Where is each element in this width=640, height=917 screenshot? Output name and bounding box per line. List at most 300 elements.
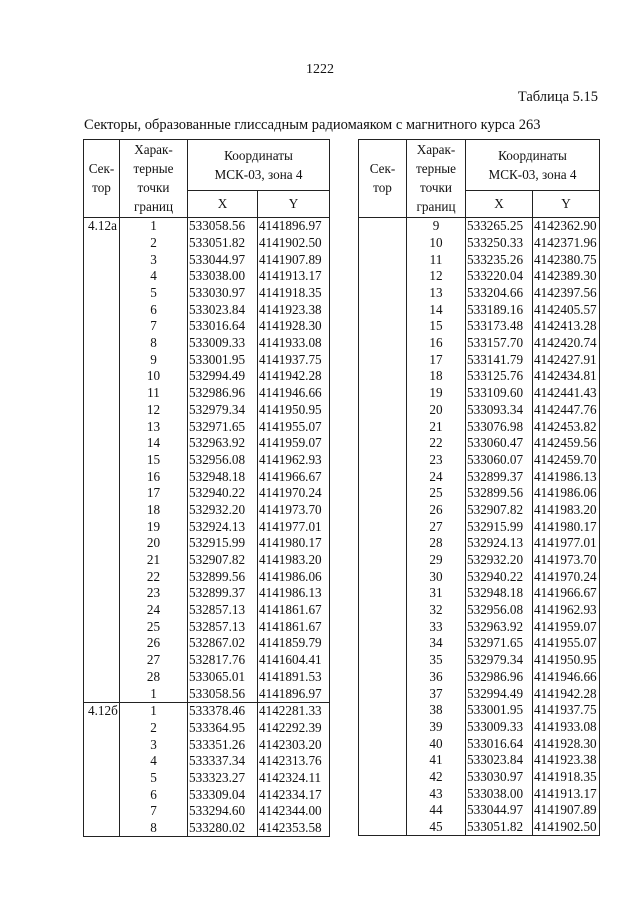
point-number-cell: 4 <box>120 753 188 770</box>
table-row <box>359 551 600 568</box>
table-row <box>84 418 330 435</box>
table-row <box>84 601 330 618</box>
sector-cell <box>359 752 407 769</box>
y-coordinate-cell: 4141955.07 <box>533 635 600 652</box>
sector-cell <box>84 268 120 285</box>
table-row <box>359 468 600 485</box>
y-coordinate-cell: 4141959.07 <box>533 618 600 635</box>
table-header <box>84 140 330 218</box>
x-coordinate-cell: 533220.04 <box>466 268 533 285</box>
table-row <box>359 301 600 318</box>
point-number-cell: 11 <box>407 251 466 268</box>
y-coordinate-cell: 4142441.43 <box>533 384 600 401</box>
sector-cell <box>359 351 407 368</box>
point-number-cell: 7 <box>120 803 188 820</box>
sector-cell: 4.12а <box>84 217 120 234</box>
point-number-cell: 3 <box>120 251 188 268</box>
point-number-cell: 37 <box>407 685 466 702</box>
x-coordinate-cell: 533204.66 <box>466 284 533 301</box>
table-row <box>84 368 330 385</box>
x-coordinate-cell: 533051.82 <box>188 234 258 251</box>
sector-cell <box>84 651 120 668</box>
point-number-cell: 27 <box>407 518 466 535</box>
table-row <box>359 351 600 368</box>
sector-cell <box>84 719 120 736</box>
y-coordinate-cell: 4142397.56 <box>533 284 600 301</box>
sector-cell <box>359 702 407 719</box>
point-number-cell: 33 <box>407 618 466 635</box>
y-coordinate-cell: 4141902.50 <box>258 234 330 251</box>
header-y: Y <box>533 191 600 217</box>
y-coordinate-cell: 4141861.67 <box>258 618 330 635</box>
point-number-cell: 21 <box>120 551 188 568</box>
table-row <box>84 318 330 335</box>
x-coordinate-cell: 532899.37 <box>188 585 258 602</box>
table-row <box>84 618 330 635</box>
y-coordinate-cell: 4142371.96 <box>533 234 600 251</box>
y-coordinate-cell: 4142362.90 <box>533 217 600 234</box>
sector-cell <box>84 318 120 335</box>
table-row <box>84 585 330 602</box>
table-row <box>359 685 600 702</box>
x-coordinate-cell: 532899.37 <box>466 468 533 485</box>
y-coordinate-cell: 4141896.97 <box>258 217 330 234</box>
y-coordinate-cell: 4142324.11 <box>258 769 330 786</box>
point-number-cell: 20 <box>120 535 188 552</box>
sector-cell <box>359 268 407 285</box>
header-coordinates: Координаты МСК-03, зона 4 <box>188 140 330 191</box>
x-coordinate-cell: 532857.13 <box>188 618 258 635</box>
sector-cell <box>359 568 407 585</box>
point-number-cell: 9 <box>407 217 466 234</box>
table-row <box>84 384 330 401</box>
point-number-cell: 44 <box>407 802 466 819</box>
y-coordinate-cell: 4142334.17 <box>258 786 330 803</box>
sector-cell <box>359 785 407 802</box>
table-row <box>84 234 330 251</box>
sector-cell <box>84 736 120 753</box>
sector-cell: 4.12б <box>84 702 120 719</box>
y-coordinate-cell: 4141942.28 <box>258 368 330 385</box>
table-row <box>84 334 330 351</box>
y-coordinate-cell: 4142405.57 <box>533 301 600 318</box>
header-coordinates: Координаты МСК-03, зона 4 <box>466 140 600 191</box>
header-sector: Сек- тор <box>84 140 120 218</box>
point-number-cell: 5 <box>120 284 188 301</box>
x-coordinate-cell: 533023.84 <box>188 301 258 318</box>
y-coordinate-cell: 4141980.17 <box>258 535 330 552</box>
point-number-cell: 43 <box>407 785 466 802</box>
sector-cell <box>84 753 120 770</box>
sector-cell <box>84 418 120 435</box>
table-row <box>359 752 600 769</box>
point-number-cell: 26 <box>120 635 188 652</box>
point-number-cell: 16 <box>407 334 466 351</box>
table-row <box>359 234 600 251</box>
point-number-cell: 1 <box>120 685 188 702</box>
y-coordinate-cell: 4141918.35 <box>533 768 600 785</box>
sector-cell <box>359 618 407 635</box>
table-row <box>84 819 330 836</box>
sector-cell <box>84 451 120 468</box>
point-number-cell: 15 <box>120 451 188 468</box>
point-number-cell: 42 <box>407 768 466 785</box>
x-coordinate-cell: 533001.95 <box>188 351 258 368</box>
sector-cell <box>359 535 407 552</box>
sector-cell <box>359 601 407 618</box>
point-number-cell: 35 <box>407 651 466 668</box>
x-coordinate-cell: 532915.99 <box>466 518 533 535</box>
y-coordinate-cell: 4142420.74 <box>533 334 600 351</box>
x-coordinate-cell: 533109.60 <box>466 384 533 401</box>
x-coordinate-cell: 532932.20 <box>466 551 533 568</box>
page-number: 1222 <box>306 62 334 77</box>
table-row <box>359 802 600 819</box>
y-coordinate-cell: 4141923.38 <box>533 752 600 769</box>
table-row <box>84 803 330 820</box>
y-coordinate-cell: 4142459.56 <box>533 435 600 452</box>
table-row <box>359 217 600 234</box>
table-row <box>84 651 330 668</box>
x-coordinate-cell: 533038.00 <box>466 785 533 802</box>
sector-cell <box>84 685 120 702</box>
y-coordinate-cell: 4142389.30 <box>533 268 600 285</box>
sector-cell <box>359 251 407 268</box>
table-row <box>359 635 600 652</box>
header-points: Харак- терные точки границ <box>407 140 466 218</box>
x-coordinate-cell: 532899.56 <box>466 485 533 502</box>
table-row <box>84 435 330 452</box>
y-coordinate-cell: 4141986.13 <box>258 585 330 602</box>
sector-cell <box>359 301 407 318</box>
point-number-cell: 20 <box>407 401 466 418</box>
point-number-cell: 13 <box>407 284 466 301</box>
point-number-cell: 45 <box>407 818 466 835</box>
sector-cell <box>84 618 120 635</box>
x-coordinate-cell: 532994.49 <box>188 368 258 385</box>
point-number-cell: 28 <box>120 668 188 685</box>
point-number-cell: 18 <box>407 368 466 385</box>
y-coordinate-cell: 4142459.70 <box>533 451 600 468</box>
table-row <box>359 284 600 301</box>
sector-cell <box>84 284 120 301</box>
point-number-cell: 32 <box>407 601 466 618</box>
sector-cell <box>359 418 407 435</box>
y-coordinate-cell: 4141966.67 <box>533 585 600 602</box>
x-coordinate-cell: 533265.25 <box>466 217 533 234</box>
sector-cell <box>359 635 407 652</box>
point-number-cell: 27 <box>120 651 188 668</box>
table-row <box>84 268 330 285</box>
sector-cell <box>84 368 120 385</box>
x-coordinate-cell: 532899.56 <box>188 568 258 585</box>
point-number-cell: 11 <box>120 384 188 401</box>
y-coordinate-cell: 4141977.01 <box>258 518 330 535</box>
y-coordinate-cell: 4141902.50 <box>533 818 600 835</box>
x-coordinate-cell: 533058.56 <box>188 685 258 702</box>
point-number-cell: 22 <box>407 435 466 452</box>
point-number-cell: 23 <box>120 585 188 602</box>
table-row <box>359 585 600 602</box>
table-row <box>84 351 330 368</box>
table-row <box>359 818 600 835</box>
point-number-cell: 19 <box>120 518 188 535</box>
header-x: X <box>188 191 258 217</box>
y-coordinate-cell: 4141861.67 <box>258 601 330 618</box>
point-number-cell: 38 <box>407 702 466 719</box>
x-coordinate-cell: 532915.99 <box>188 535 258 552</box>
point-number-cell: 9 <box>120 351 188 368</box>
point-number-cell: 22 <box>120 568 188 585</box>
point-number-cell: 31 <box>407 585 466 602</box>
sector-cell <box>84 819 120 836</box>
y-coordinate-cell: 4141962.93 <box>258 451 330 468</box>
y-coordinate-cell: 4142434.81 <box>533 368 600 385</box>
point-number-cell: 16 <box>120 468 188 485</box>
sector-cell <box>359 217 407 234</box>
x-coordinate-cell: 532857.13 <box>188 601 258 618</box>
sector-cell <box>84 535 120 552</box>
table-row <box>84 551 330 568</box>
sector-cell <box>359 735 407 752</box>
x-coordinate-cell: 533323.27 <box>188 769 258 786</box>
sector-cell <box>84 485 120 502</box>
table-row <box>359 702 600 719</box>
y-coordinate-cell: 4141937.75 <box>533 702 600 719</box>
sector-cell <box>359 768 407 785</box>
x-coordinate-cell: 533250.33 <box>466 234 533 251</box>
sector-cell <box>359 451 407 468</box>
x-coordinate-cell: 533294.60 <box>188 803 258 820</box>
coordinates-table-left <box>83 139 330 837</box>
table-row <box>84 769 330 786</box>
point-number-cell: 17 <box>120 485 188 502</box>
point-number-cell: 6 <box>120 301 188 318</box>
sector-cell <box>84 518 120 535</box>
table-row <box>84 685 330 702</box>
x-coordinate-cell: 533378.46 <box>188 702 258 719</box>
sector-cell <box>359 234 407 251</box>
y-coordinate-cell: 4141986.13 <box>533 468 600 485</box>
y-coordinate-cell: 4141913.17 <box>533 785 600 802</box>
x-coordinate-cell: 532817.76 <box>188 651 258 668</box>
table-row <box>359 668 600 685</box>
x-coordinate-cell: 533337.34 <box>188 753 258 770</box>
table-row <box>84 485 330 502</box>
table-row <box>359 251 600 268</box>
sector-cell <box>84 635 120 652</box>
sector-cell <box>84 568 120 585</box>
x-coordinate-cell: 533189.16 <box>466 301 533 318</box>
sector-cell <box>84 601 120 618</box>
y-coordinate-cell: 4142313.76 <box>258 753 330 770</box>
x-coordinate-cell: 532971.65 <box>188 418 258 435</box>
point-number-cell: 10 <box>120 368 188 385</box>
sector-cell <box>359 668 407 685</box>
x-coordinate-cell: 532940.22 <box>466 568 533 585</box>
point-number-cell: 36 <box>407 668 466 685</box>
table-row <box>84 719 330 736</box>
y-coordinate-cell: 4141913.17 <box>258 268 330 285</box>
x-coordinate-cell: 532956.08 <box>466 601 533 618</box>
point-number-cell: 1 <box>120 217 188 234</box>
y-coordinate-cell: 4142303.20 <box>258 736 330 753</box>
x-coordinate-cell: 533364.95 <box>188 719 258 736</box>
table-row <box>359 384 600 401</box>
sector-cell <box>359 551 407 568</box>
table-row <box>84 702 330 719</box>
x-coordinate-cell: 532907.82 <box>188 551 258 568</box>
sector-cell <box>84 351 120 368</box>
table-row <box>359 501 600 518</box>
y-coordinate-cell: 4142447.76 <box>533 401 600 418</box>
x-coordinate-cell: 533044.97 <box>188 251 258 268</box>
table-row <box>84 284 330 301</box>
y-coordinate-cell: 4141950.95 <box>258 401 330 418</box>
y-coordinate-cell: 4141928.30 <box>258 318 330 335</box>
table-row <box>359 601 600 618</box>
table-row <box>84 251 330 268</box>
y-coordinate-cell: 4142413.28 <box>533 318 600 335</box>
table-row <box>359 651 600 668</box>
sector-cell <box>359 818 407 835</box>
sector-cell <box>359 501 407 518</box>
sector-cell <box>359 435 407 452</box>
y-coordinate-cell: 4141973.70 <box>533 551 600 568</box>
y-coordinate-cell: 4141896.97 <box>258 685 330 702</box>
point-number-cell: 7 <box>120 318 188 335</box>
x-coordinate-cell: 533157.70 <box>466 334 533 351</box>
sector-cell <box>359 585 407 602</box>
table-row <box>359 435 600 452</box>
point-number-cell: 6 <box>120 786 188 803</box>
sector-cell <box>359 802 407 819</box>
sector-cell <box>84 234 120 251</box>
point-number-cell: 2 <box>120 234 188 251</box>
x-coordinate-cell: 532986.96 <box>466 668 533 685</box>
table-row <box>359 785 600 802</box>
table-row <box>84 301 330 318</box>
sector-cell <box>84 501 120 518</box>
point-number-cell: 26 <box>407 501 466 518</box>
table-row <box>359 518 600 535</box>
y-coordinate-cell: 4141962.93 <box>533 601 600 618</box>
point-number-cell: 3 <box>120 736 188 753</box>
point-number-cell: 12 <box>407 268 466 285</box>
table-row <box>84 501 330 518</box>
table-row <box>359 418 600 435</box>
x-coordinate-cell: 532924.13 <box>188 518 258 535</box>
point-number-cell: 24 <box>120 601 188 618</box>
point-number-cell: 40 <box>407 735 466 752</box>
x-coordinate-cell: 532948.18 <box>466 585 533 602</box>
x-coordinate-cell: 533141.79 <box>466 351 533 368</box>
x-coordinate-cell: 532948.18 <box>188 468 258 485</box>
y-coordinate-cell: 4141959.07 <box>258 435 330 452</box>
y-coordinate-cell: 4142453.82 <box>533 418 600 435</box>
point-number-cell: 30 <box>407 568 466 585</box>
table-row <box>359 718 600 735</box>
sector-cell <box>84 251 120 268</box>
x-coordinate-cell: 533235.26 <box>466 251 533 268</box>
x-coordinate-cell: 532979.34 <box>466 651 533 668</box>
table-row <box>84 401 330 418</box>
sector-cell <box>84 803 120 820</box>
y-coordinate-cell: 4142353.58 <box>258 819 330 836</box>
table-row <box>359 568 600 585</box>
x-coordinate-cell: 532932.20 <box>188 501 258 518</box>
point-number-cell: 15 <box>407 318 466 335</box>
point-number-cell: 39 <box>407 718 466 735</box>
x-coordinate-cell: 533060.47 <box>466 435 533 452</box>
point-number-cell: 21 <box>407 418 466 435</box>
table-row <box>359 451 600 468</box>
table-body <box>84 217 330 836</box>
table-caption: Секторы, образованные глиссадным радиомаяком с магнитного курса 263 <box>84 117 541 133</box>
table-row <box>359 485 600 502</box>
point-number-cell: 8 <box>120 334 188 351</box>
point-number-cell: 8 <box>120 819 188 836</box>
sector-cell <box>84 301 120 318</box>
y-coordinate-cell: 4142292.39 <box>258 719 330 736</box>
y-coordinate-cell: 4141950.95 <box>533 651 600 668</box>
y-coordinate-cell: 4141604.41 <box>258 651 330 668</box>
point-number-cell: 18 <box>120 501 188 518</box>
point-number-cell: 2 <box>120 719 188 736</box>
x-coordinate-cell: 533125.76 <box>466 368 533 385</box>
point-number-cell: 5 <box>120 769 188 786</box>
sector-cell <box>359 284 407 301</box>
table-row <box>84 451 330 468</box>
x-coordinate-cell: 532867.02 <box>188 635 258 652</box>
point-number-cell: 34 <box>407 635 466 652</box>
y-coordinate-cell: 4141923.38 <box>258 301 330 318</box>
x-coordinate-cell: 533016.64 <box>188 318 258 335</box>
y-coordinate-cell: 4141946.66 <box>258 384 330 401</box>
x-coordinate-cell: 532940.22 <box>188 485 258 502</box>
table-row <box>359 268 600 285</box>
table-header <box>359 140 600 218</box>
point-number-cell: 23 <box>407 451 466 468</box>
y-coordinate-cell: 4141977.01 <box>533 535 600 552</box>
x-coordinate-cell: 533023.84 <box>466 752 533 769</box>
sector-cell <box>359 518 407 535</box>
point-number-cell: 41 <box>407 752 466 769</box>
table-row <box>359 368 600 385</box>
x-coordinate-cell: 533030.97 <box>188 284 258 301</box>
header-y: Y <box>258 191 330 217</box>
x-coordinate-cell: 533065.01 <box>188 668 258 685</box>
table-row <box>84 736 330 753</box>
x-coordinate-cell: 533044.97 <box>466 802 533 819</box>
x-coordinate-cell: 532971.65 <box>466 635 533 652</box>
y-coordinate-cell: 4141983.20 <box>533 501 600 518</box>
sector-cell <box>84 468 120 485</box>
sector-cell <box>359 685 407 702</box>
y-coordinate-cell: 4141907.89 <box>533 802 600 819</box>
table-row <box>84 635 330 652</box>
y-coordinate-cell: 4141955.07 <box>258 418 330 435</box>
point-number-cell: 4 <box>120 268 188 285</box>
y-coordinate-cell: 4141918.35 <box>258 284 330 301</box>
y-coordinate-cell: 4141937.75 <box>258 351 330 368</box>
table-row <box>84 535 330 552</box>
x-coordinate-cell: 533009.33 <box>466 718 533 735</box>
coordinates-table-right <box>358 139 600 836</box>
sector-cell <box>359 718 407 735</box>
y-coordinate-cell: 4141966.67 <box>258 468 330 485</box>
sector-cell <box>84 334 120 351</box>
